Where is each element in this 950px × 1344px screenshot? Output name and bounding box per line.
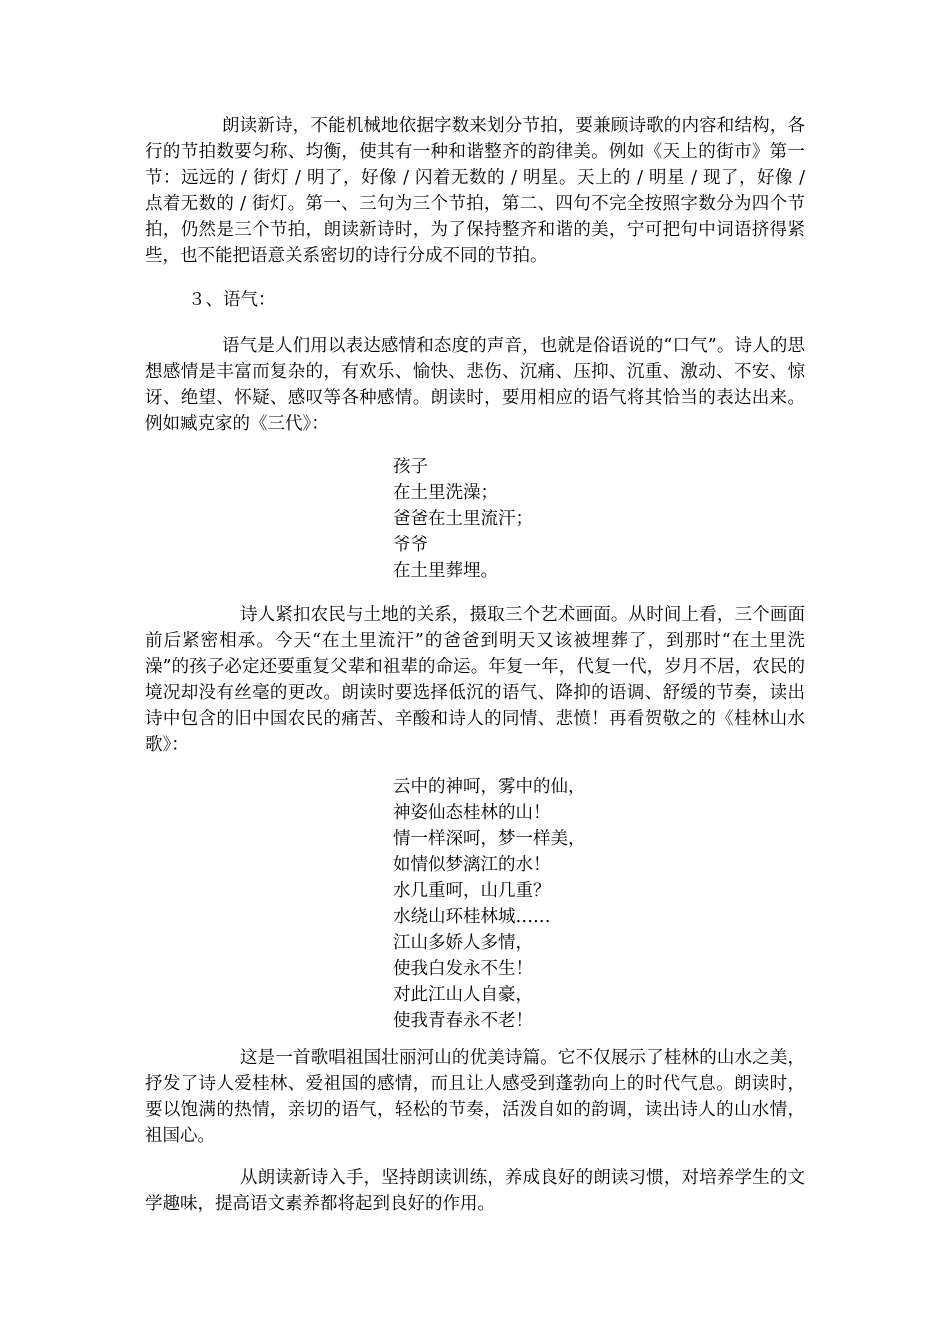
poem-line: 在土里葬埋。: [393, 561, 498, 581]
poem-line: 爸爸在土里流汗；: [393, 509, 533, 529]
poem-line: 云中的神呵，雾中的仙，: [393, 777, 586, 797]
paragraph-tone-intro: 语气是人们用以表达感情和态度的声音，也就是俗语说的“口气”。诗人的思想感情是丰富而复杂的，有欢乐、愉快、悲伤、沉痛、压抑、沉重、激动、不安、惊讶、绝望、怀疑、感叹等各种感情。朗读时，要用相应的语气将其恰当的表达出来。例如臧克家的《三代》：: [145, 336, 805, 434]
poem-line: 对此江山人自豪，: [393, 985, 533, 1005]
paragraph-rhythm: 朗读新诗，不能机械地依据字数来划分节拍，要兼顾诗歌的内容和结构，各行的节拍数要匀称、均衡，使其有一种和谐整齐的韵律美。例如《天上的街市》第一节：远远的 / 街灯 / 明了，好像 / 闪着无数的 / 明星。天上的 / 明星 / 现了，好像 / 点着无数的 / 街灯。第一、三句为三个节拍，第二、四句不完全按照字数分为四个节拍，仍然是三个节拍，朗读新诗时，为了保持整齐和谐的美，宁可把句中词语挤得紧些，也不能把语意关系密切的诗行分成不同的节拍。: [145, 116, 805, 266]
poem-line: 江山多娇人多情，: [393, 933, 533, 953]
poem-sandai: [393, 454, 533, 584]
poem-line: 水几重呵，山几重？: [393, 881, 551, 901]
poem-line: 使我青春永不老！: [393, 1011, 533, 1031]
poem-guilin: [393, 774, 586, 1034]
poem-line: 水绕山环桂林城……: [393, 907, 551, 927]
poem-line: 情一样深呵，梦一样美，: [393, 829, 586, 849]
poem-line: 孩子: [393, 457, 428, 477]
poem-line: 爷爷: [393, 535, 428, 555]
poem-line: 如情似梦漓江的水！: [393, 855, 551, 875]
paragraph-guilin-analysis: 这是一首歌唱祖国壮丽河山的优美诗篇。它不仅展示了桂林的山水之美，抒发了诗人爱桂林、爱祖国的感情，而且让人感受到蓬勃向上的时代气息。朗读时，要以饱满的热情，亲切的语气，轻松的节奏，活泼自如的韵调，读出诗人的山水情，祖国心。: [145, 1048, 805, 1146]
poem-line: 在土里洗澡；: [393, 483, 498, 503]
poem-line: 神姿仙态桂林的山！: [393, 803, 551, 823]
poem-line: 使我白发永不生！: [393, 959, 533, 979]
paragraph-sandai-analysis: 诗人紧扣农民与土地的关系，摄取三个艺术画面。从时间上看，三个画面前后紧密相承。今天“在土里流汗”的爸爸到明天又该被埋葬了，到那时“在土里洗澡”的孩子必定还要重复父辈和祖辈的命运。年复一年，代复一代，岁月不居，农民的境况却没有丝毫的更改。朗读时要选择低沉的语气、降抑的语调、舒缓的节奏，读出诗中包含的旧中国农民的痛苦、辛酸和诗人的同情、悲愤！再看贺敬之的《桂林山水歌》：: [145, 605, 805, 755]
paragraph-conclusion: 从朗读新诗入手，坚持朗读训练，养成良好的朗读习惯，对培养学生的文学趣味，提高语文素养都将起到良好的作用。: [145, 1168, 805, 1214]
section-heading-tone: ３、语气：: [188, 290, 276, 310]
